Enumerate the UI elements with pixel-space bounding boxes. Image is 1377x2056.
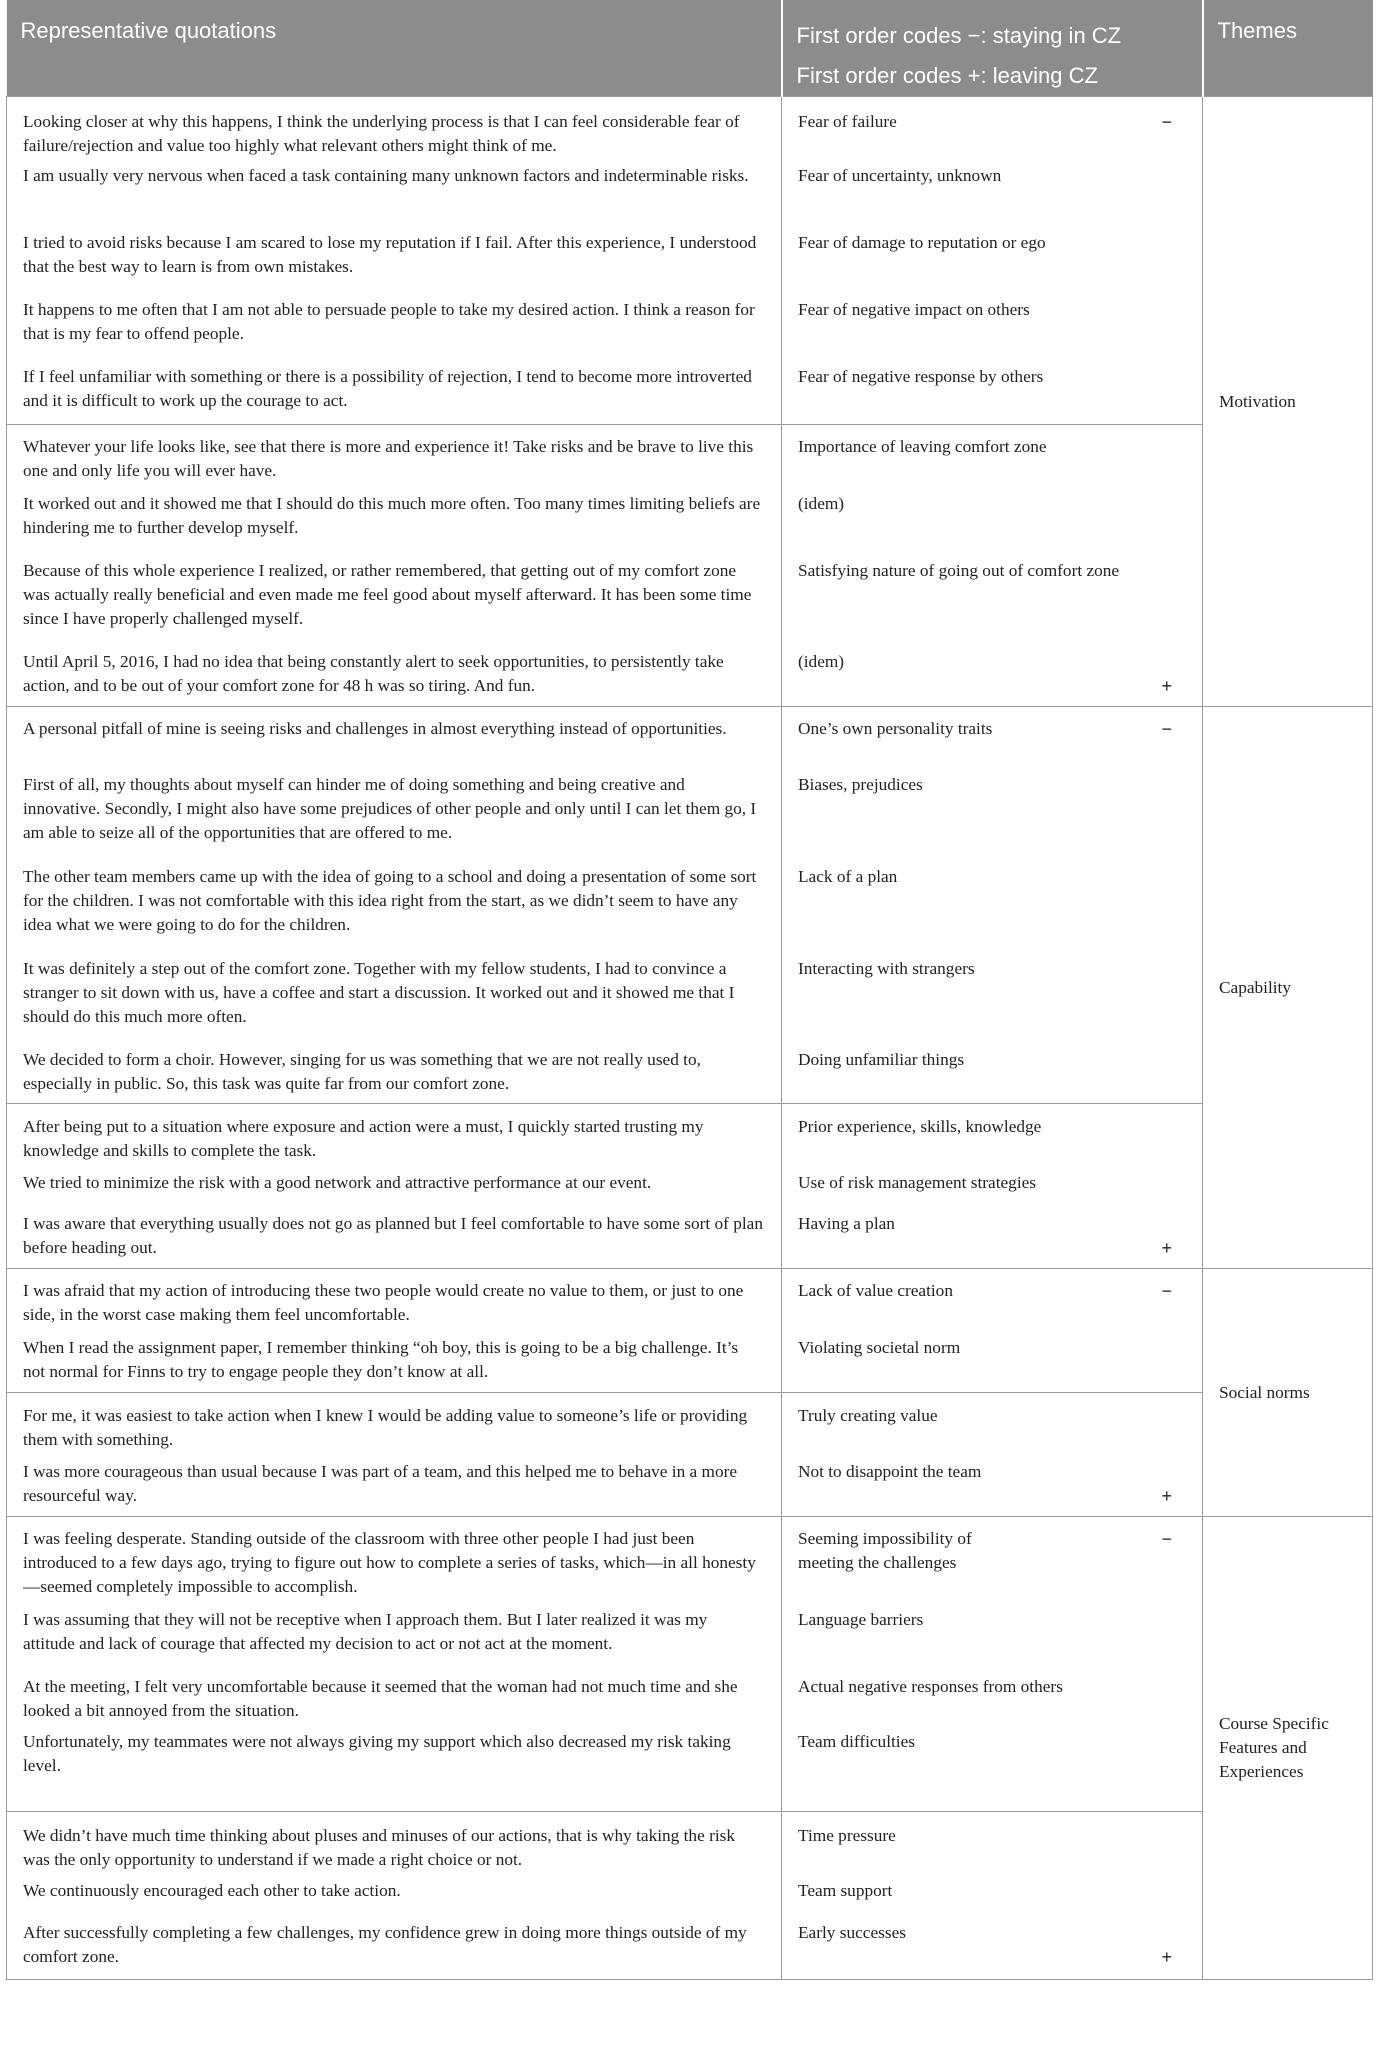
- first-order-code: One’s own personality traits: [798, 719, 993, 738]
- table-row: [7, 492, 1373, 559]
- quotation: We tried to minimize the risk with a good network and attractive performance at our event.: [23, 1173, 652, 1192]
- quotation: We didn’t have much time thinking about pluses and minuses of our actions, that is why taking the risk was the only opportunity to understand if we made a right choice or not.: [23, 1826, 735, 1869]
- quotation: Unfortunately, my teammates were not always giving my support which also decreased my risk taking level.: [23, 1732, 731, 1775]
- first-order-code: Truly creating value: [798, 1406, 938, 1425]
- header-codes-minus: First order codes −: staying in CZ: [796, 23, 1122, 48]
- table-row: [7, 1879, 1373, 1921]
- first-order-code: Biases, prejudices: [798, 775, 923, 794]
- quotation: A personal pitfall of mine is seeing risks and challenges in almost everything instead of opportunities.: [23, 719, 727, 738]
- first-order-code: Importance of leaving comfort zone: [798, 437, 1047, 456]
- quotation: I was assuming that they will not be receptive when I approach them. But I later realized it was my attitude and lack of courage that affected my decision to act or not act at the moment.: [23, 1610, 708, 1653]
- first-order-code: Actual negative responses from others: [798, 1677, 1063, 1696]
- table-row: [7, 773, 1373, 865]
- first-order-code: Violating societal norm: [798, 1338, 961, 1357]
- quotation: I was afraid that my action of introducing these two people would create no value to them, or just to one side, in the worst case making them feel uncomfortable.: [23, 1281, 744, 1324]
- table-row: [7, 865, 1373, 957]
- header-row: [7, 0, 1373, 97]
- table-row: [7, 1104, 1373, 1172]
- quotations-table: [6, 0, 1373, 1980]
- quotation: I am usually very nervous when faced a task containing many unknown factors and indeterminable risks.: [23, 166, 749, 185]
- table-row: [7, 1675, 1373, 1730]
- quotation: If I feel unfamiliar with something or there is a possibility of rejection, I tend to become more introverted and it is difficult to work up the courage to act.: [23, 367, 752, 410]
- quotation: I was more courageous than usual because I was part of a team, and this helped me to behave in a more resourceful way.: [23, 1462, 738, 1505]
- table-row: [7, 1460, 1373, 1517]
- first-order-code: Early successes: [798, 1923, 906, 1942]
- table-row: [7, 1812, 1373, 1880]
- quotation: Because of this whole experience I realized, or rather remembered, that getting out of my comfort zone was actually really beneficial and even made me feel good about myself afterward. It has been some time since I have properly challenged myself.: [23, 561, 752, 628]
- first-order-code: Fear of damage to reputation or ego: [798, 233, 1046, 252]
- plus-sign: +: [1161, 1486, 1172, 1506]
- plus-sign: +: [1161, 1947, 1172, 1967]
- quotation: We continuously encouraged each other to take action.: [23, 1881, 401, 1900]
- table-row: [7, 559, 1373, 650]
- quotation: First of all, my thoughts about myself can hinder me of doing something and being creative and innovative. Secondly, I might also have some prejudices of other people and only until I can let them go, I am able to seize all of the opportunities that are offered to me.: [23, 775, 757, 842]
- first-order-code: Interacting with strangers: [798, 959, 975, 978]
- first-order-code: Team support: [798, 1881, 893, 1900]
- first-order-code: Fear of negative impact on others: [798, 300, 1030, 319]
- quotation: For me, it was easiest to take action when I knew I would be adding value to someone’s life or providing them with something.: [23, 1406, 748, 1449]
- first-order-code: Lack of value creation: [798, 1281, 953, 1300]
- table-row: [7, 1921, 1373, 1980]
- quotation: It was definitely a step out of the comfort zone. Together with my fellow students, I had to convince a stranger to sit down with us, have a coffee and start a discussion. It worked out and it showed me that I should do this much more often.: [23, 959, 735, 1026]
- table-row: [7, 957, 1373, 1048]
- table-row: [7, 650, 1373, 707]
- quotation: The other team members came up with the idea of going to a school and doing a presentation of some sort for the children. I was not comfortable with this idea right from the start, as we didn’t seem to have any idea what we were going to do for the children.: [23, 867, 757, 934]
- theme-label: Social norms: [1219, 1382, 1310, 1402]
- table-row: [7, 1048, 1373, 1104]
- table-row: [7, 1517, 1373, 1609]
- table-row: [7, 164, 1373, 231]
- quotation: When I read the assignment paper, I remember thinking “oh boy, this is going to be a big challenge. It’s not normal for Finns to try to engage people they don’t know at all.: [23, 1338, 739, 1381]
- table-row: [7, 707, 1373, 774]
- table-row: [7, 1336, 1373, 1393]
- first-order-code: Team difficulties: [798, 1732, 916, 1751]
- first-order-code: Not to disappoint the team: [798, 1462, 982, 1481]
- plus-sign: +: [1161, 1238, 1172, 1258]
- first-order-code: (idem): [798, 652, 845, 671]
- table-container: [6, 0, 1372, 2056]
- first-order-code: Having a plan: [798, 1214, 895, 1233]
- first-order-code: Language barriers: [798, 1610, 924, 1629]
- quotation: I tried to avoid risks because I am scared to lose my reputation if I fail. After this experience, I understood that the best way to learn is from own mistakes.: [23, 233, 757, 276]
- first-order-code: Doing unfamiliar things: [798, 1050, 965, 1069]
- first-order-code: Use of risk management strategies: [798, 1173, 1037, 1192]
- minus-sign: −: [1161, 1281, 1172, 1301]
- quotation: Whatever your life looks like, see that there is more and experience it! Take risks and be brave to live this one and only life you will ever have.: [23, 437, 754, 480]
- first-order-code: Fear of negative response by others: [798, 367, 1044, 386]
- theme-label: Motivation: [1219, 391, 1296, 411]
- table-row: [7, 231, 1373, 298]
- quotation: After successfully completing a few challenges, my confidence grew in doing more things outside of my comfort zone.: [23, 1923, 747, 1966]
- first-order-code: Prior experience, skills, knowledge: [798, 1117, 1042, 1136]
- table-row: [7, 1730, 1373, 1812]
- table-row: [7, 1393, 1373, 1461]
- quotation: After being put to a situation where exposure and action were a must, I quickly started trusting my knowledge and skills to complete the task.: [23, 1117, 704, 1160]
- quotation: We decided to form a choir. However, singing for us was something that we are not really used to, especially in public. So, this task was quite far from our comfort zone.: [23, 1050, 701, 1093]
- table-row: [7, 425, 1373, 493]
- quotation: Until April 5, 2016, I had no idea that being constantly alert to seek opportunities, to persistently take action, and to be out of your comfort zone for 48 h was so tiring. And fun.: [23, 652, 724, 695]
- table-row: [7, 1608, 1373, 1675]
- minus-sign: −: [1161, 112, 1172, 132]
- first-order-code: Satisfying nature of going out of comfort zone: [798, 561, 1120, 580]
- quotation: I was aware that everything usually does not go as planned but I feel comfortable to have some sort of plan before heading out.: [23, 1214, 763, 1257]
- table-row: [7, 1171, 1373, 1212]
- theme-label: Course Specific Features and Experiences: [1219, 1714, 1329, 1781]
- first-order-code: Fear of uncertainty, unknown: [798, 166, 1002, 185]
- header-codes-plus: First order codes +: leaving CZ: [796, 63, 1098, 88]
- table-row: [7, 97, 1373, 165]
- first-order-code: Lack of a plan: [798, 867, 898, 886]
- first-order-code: (idem): [798, 494, 845, 513]
- quotation: At the meeting, I felt very uncomfortable because it seemed that the woman had not much time and she looked a bit annoyed from the situation.: [23, 1677, 738, 1720]
- header-codes: [782, 0, 1203, 97]
- first-order-code: Seeming impossibility of meeting the challenges: [798, 1529, 972, 1572]
- minus-sign: −: [1161, 719, 1172, 739]
- first-order-code: Time pressure: [798, 1826, 896, 1845]
- minus-sign: −: [1161, 1529, 1172, 1549]
- theme-label: Capability: [1219, 977, 1291, 997]
- table-row: [7, 1269, 1373, 1337]
- plus-sign: +: [1161, 676, 1172, 696]
- header-quotations: Representative quotations: [7, 0, 782, 97]
- quotation: It worked out and it showed me that I should do this much more often. Too many times limiting beliefs are hindering me to further develop myself.: [23, 494, 761, 537]
- header-themes: Themes: [1203, 0, 1373, 97]
- table-row: [7, 1212, 1373, 1269]
- quotation: I was feeling desperate. Standing outside of the classroom with three other people I had just been introduced to a few days ago, trying to figure out how to complete a series of tasks, which—in all honesty—seemed completely impossible to accomplish.: [23, 1529, 756, 1596]
- table-row: [7, 298, 1373, 365]
- first-order-code: Fear of failure: [798, 112, 897, 131]
- table-row: [7, 365, 1373, 425]
- quotation: It happens to me often that I am not able to persuade people to take my desired action. I think a reason for that is my fear to offend people.: [23, 300, 755, 343]
- quotation: Looking closer at why this happens, I think the underlying process is that I can feel considerable fear of failure/rejection and value too highly what relevant others might think of me.: [23, 112, 740, 155]
